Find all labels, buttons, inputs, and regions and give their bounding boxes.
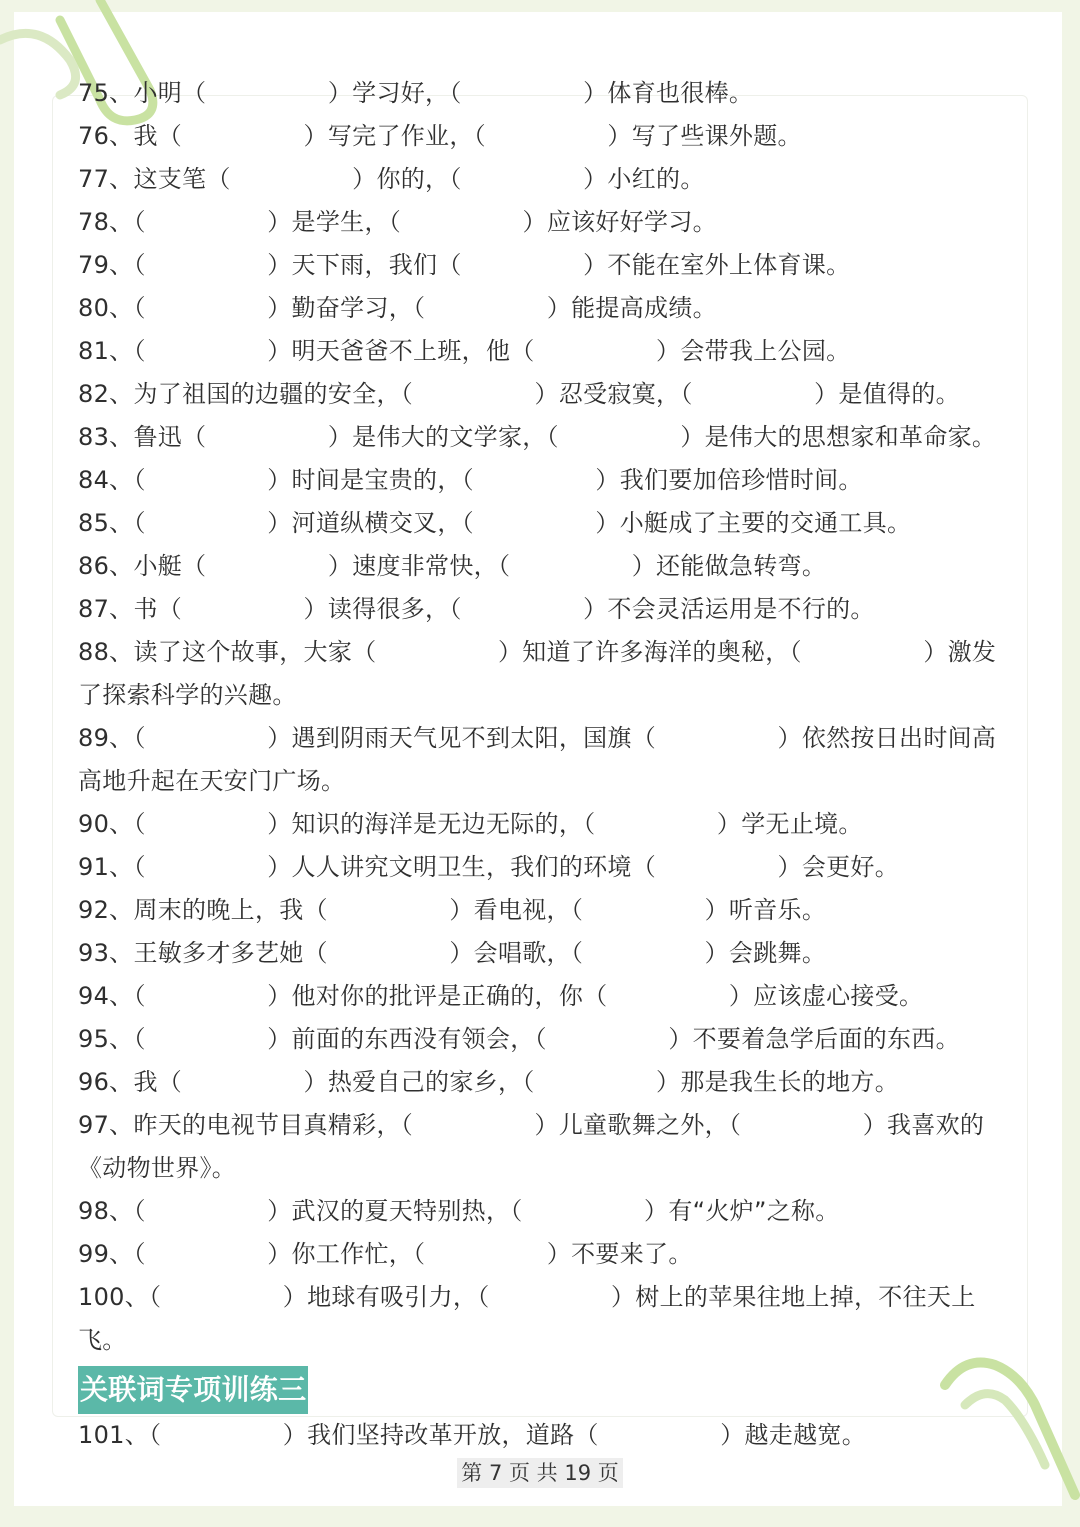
exercise-96: 96、我（ ）热爱自己的家乡，（ ）那是我生长的地方。 (78, 1068, 900, 1096)
exercise-list (78, 72, 1008, 1457)
exercise-91: 91、（ ）人人讲究文明卫生，我们的环境（ ）会更好。 (78, 853, 900, 881)
exercise-75: 75、小明（ ）学习好，（ ）体育也很棒。 (78, 79, 754, 107)
exercise-77: 77、这支笔（ ）你的，（ ）小红的。 (78, 165, 705, 193)
exercise-90: 90、（ ）知识的海洋是无边无际的，（ ）学无止境。 (78, 810, 863, 838)
exercise-76: 76、我（ ）写完了作业，（ ）写了些课外题。 (78, 122, 802, 150)
exercise-85: 85、（ ）河道纵横交叉，（ ）小艇成了主要的交通工具。 (78, 509, 912, 537)
exercise-99: 99、（ ）你工作忙，（ ）不要来了。 (78, 1240, 693, 1268)
exercise-80: 80、（ ）勤奋学习，（ ）能提高成绩。 (78, 294, 717, 322)
exercise-101: 101、（ ）我们坚持改革开放，道路（ ）越走越宽。 (78, 1421, 867, 1449)
exercise-87: 87、书（ ）读得很多，（ ）不会灵活运用是不行的。 (78, 595, 875, 623)
exercise-89: 89、（ ）遇到阴雨天气见不到太阳，国旗（ ）依然按日出时间高高地升起在天安门广场。 (78, 724, 997, 795)
exercise-98: 98、（ ）武汉的夏天特别热，（ ）有“火炉”之称。 (78, 1197, 840, 1225)
exercise-97: 97、昨天的电视节目真精彩，（ ）儿童歌舞之外，（ ）我喜欢的《动物世界》。 (78, 1111, 985, 1182)
exercise-82: 82、为了祖国的边疆的安全，（ ）忍受寂寞，（ ）是值得的。 (78, 380, 960, 408)
exercise-86: 86、小艇（ ）速度非常快，（ ）还能做急转弯。 (78, 552, 827, 580)
exercise-78: 78、（ ）是学生，（ ）应该好好学习。 (78, 208, 717, 236)
page-footer (0, 1458, 1080, 1488)
exercise-84: 84、（ ）时间是宝贵的，（ ）我们要加倍珍惜时间。 (78, 466, 863, 494)
exercise-83: 83、鲁迅（ ）是伟大的文学家，（ ）是伟大的思想家和革命家。 (78, 423, 997, 451)
exercise-88: 88、读了这个故事，大家（ ）知道了许多海洋的奥秘，（ ）激发了探索科学的兴趣。 (78, 638, 997, 709)
exercise-81: 81、（ ）明天爸爸不上班，他（ ）会带我上公园。 (78, 337, 851, 365)
exercise-94: 94、（ ）他对你的批评是正确的，你（ ）应该虚心接受。 (78, 982, 924, 1010)
section-heading: 关联词专项训练三 (78, 1366, 308, 1414)
exercise-100: 100、（ ）地球有吸引力，（ ）树上的苹果往地上掉，不往天上飞。 (78, 1283, 976, 1354)
page-number: 第 7 页 共 19 页 (457, 1458, 622, 1488)
exercise-79: 79、（ ）天下雨，我们（ ）不能在室外上体育课。 (78, 251, 851, 279)
exercise-93: 93、王敏多才多艺她（ ）会唱歌，（ ）会跳舞。 (78, 939, 827, 967)
exercise-95: 95、（ ）前面的东西没有领会，（ ）不要着急学后面的东西。 (78, 1025, 960, 1053)
exercise-92: 92、周末的晚上，我（ ）看电视，（ ）听音乐。 (78, 896, 827, 924)
